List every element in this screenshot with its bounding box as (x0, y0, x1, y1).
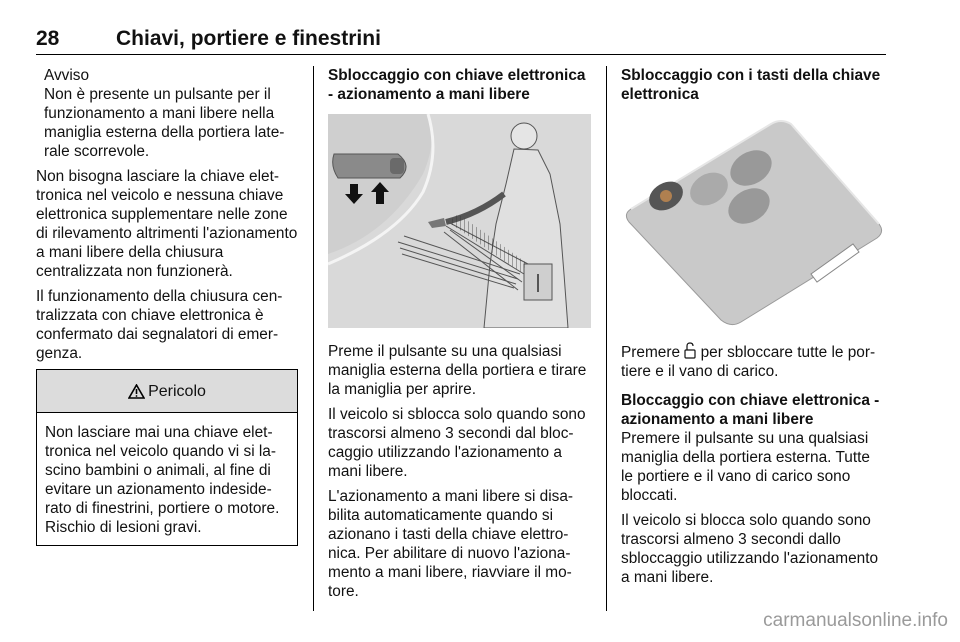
electronic-key-photo (621, 114, 886, 328)
note-title: Avviso (44, 67, 90, 84)
paragraph (621, 342, 886, 381)
note-box (36, 66, 298, 161)
paragraph: L'azionamento a mani libere si disabilita automaticamente quando si azionano i tasti della chiave elettronica. Per abilitare di nuovo l'azionamento a mani libere, riavviare il motore. (328, 488, 574, 600)
danger-text: Non lasciare mai una chiave elettronica nel veicolo quando vi si lascino bambini o animali, al fine di evitare un azionamento indesiderato di finestrini, portiere o motore. Rischio di lesioni gravi. (45, 424, 280, 536)
section-heading: Bloccaggio con chiave elettronica - azionamento a mani libere (621, 392, 880, 428)
paragraph: Il funzionamento della chiusura centralizzata con chiave elettronica è confermato dai segnalatori di emergenza. (36, 288, 283, 362)
page-title: Chiavi, portiere e finestrini (116, 27, 381, 50)
paragraph: Preme il pulsante su una qualsiasi maniglia esterna della portiera e tirare la maniglia per aprire. (328, 343, 587, 398)
warning-triangle-icon (128, 384, 145, 399)
column-divider (313, 66, 314, 611)
column-middle (328, 66, 591, 607)
unlock-text-before: Premere (621, 344, 681, 361)
danger-title: Pericolo (148, 382, 206, 400)
paragraph: Il veicolo si sblocca solo quando sono trascorsi almeno 3 secondi dal bloccaggio utilizzando l'azionamento a mani libere. (328, 406, 586, 480)
paragraph: Premere il pulsante su una qualsiasi maniglia della portiera esterna. Tutte le portiere e il vano di carico sono bloccati. (621, 430, 870, 504)
unlock-icon (684, 342, 696, 359)
danger-box (36, 369, 298, 546)
danger-header (37, 370, 297, 413)
column-left (36, 66, 298, 546)
column-right (621, 66, 886, 593)
handsfree-unlock-illustration (328, 114, 591, 328)
paragraph: Il veicolo si blocca solo quando sono trascorsi almeno 3 secondi dallo sbloccaggio utilizzando l'azionamento a mani libere. (621, 512, 879, 586)
section-heading: Sbloccaggio con chiave elettronica - azionamento a mani libere (328, 67, 586, 103)
paragraph: Non bisogna lasciare la chiave elettronica nel veicolo e nessuna chiave elettronica supplementare nelle zone di rilevamento altrimenti l'azionamento a mani libere della chiusura centralizzata non funzionerà. (36, 168, 298, 280)
column-divider (606, 66, 607, 611)
watermark: carmanualsonline.info (763, 610, 948, 631)
note-text: Non è presente un pulsante per il funzionamento a mani libere nella maniglia esterna della portiera laterale scorrevole. (44, 86, 285, 160)
page-number: 28 (36, 27, 60, 50)
page-header (36, 24, 886, 55)
unlock-text-after: per sbloccare tutte le portiere e il vano di carico. (621, 344, 876, 380)
section-heading: Sbloccaggio con i tasti della chiave elettronica (621, 67, 881, 103)
